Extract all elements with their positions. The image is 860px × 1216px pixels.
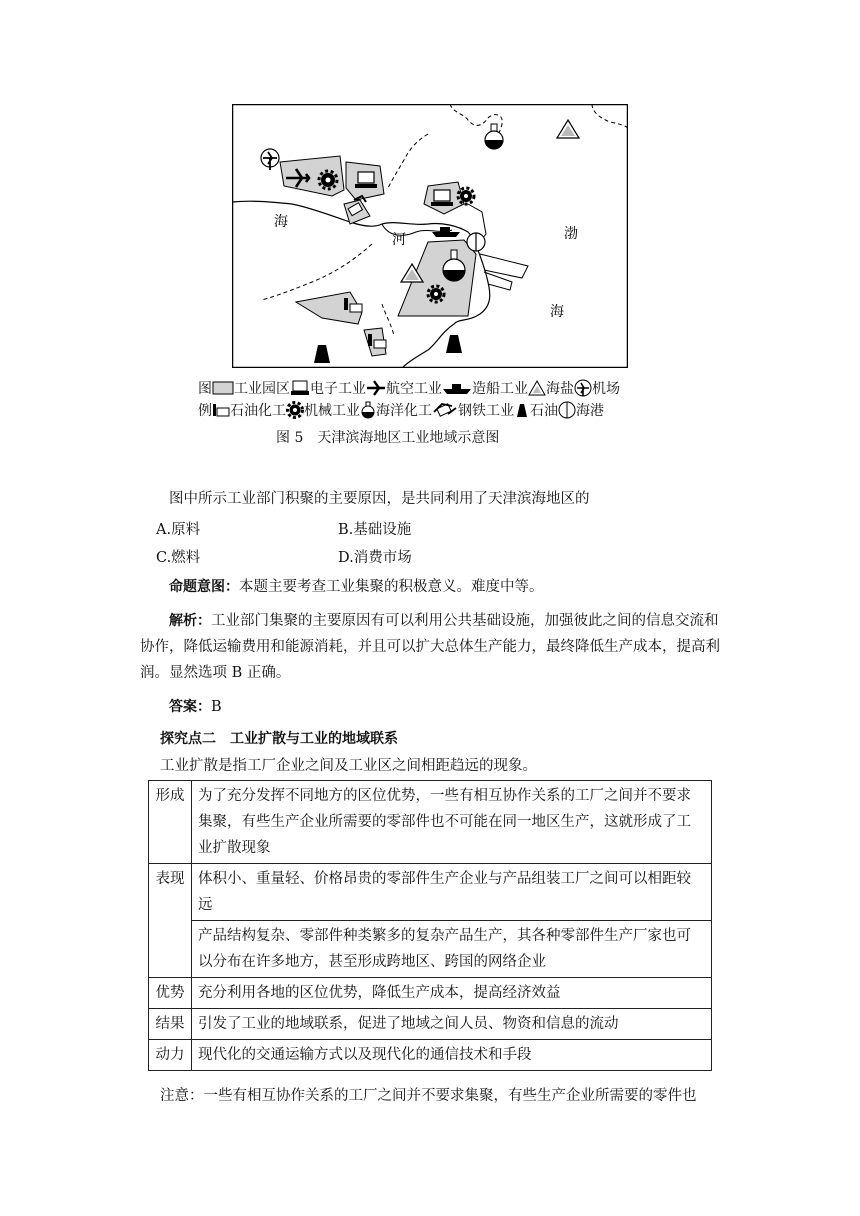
option-d: D.消费市场 [338, 550, 412, 566]
intent-text: 本题主要考查工业集聚的积极意义。难度中等。 [239, 579, 544, 595]
answer-text: B [211, 699, 222, 715]
legend-item: 机场 [592, 381, 620, 397]
label-he: 河 [392, 232, 406, 248]
option-a: A.原料 [156, 522, 201, 538]
table-head-cell: 形成 [149, 781, 192, 864]
legend-row-1 [198, 377, 620, 399]
electronics-icon [290, 380, 310, 396]
legend-li: 例 [198, 403, 212, 419]
steel-icon [432, 402, 458, 418]
table-row [149, 1009, 712, 1040]
legend-item: 造船工业 [472, 381, 528, 397]
shipbuilding-icon [442, 381, 472, 395]
answer-label: 答案： [169, 699, 211, 715]
table-head-cell: 优势 [149, 978, 192, 1009]
section-title: 探究点二 工业扩散与工业的地域联系 [160, 731, 398, 747]
table-head-cell: 动力 [149, 1040, 192, 1071]
legend-item: 机械工业 [304, 403, 360, 419]
table-cell: 充分利用各地的区位优势，降低生产成本，提高经济效益 [192, 978, 712, 1009]
machinery-gear-icon [286, 401, 304, 419]
table-head-cell: 表现 [149, 864, 192, 978]
legend-item: 钢铁工业 [458, 403, 514, 419]
table-row [149, 781, 712, 864]
note-text: 注意：一些有相互协作关系的工厂之间并不要求集聚，有些生产企业所需要的零件也 [160, 1088, 697, 1104]
analysis-text: 工业部门集聚的主要原因有可以利用公共基础设施，加强彼此之间的信息交流和协作，降低运输费用和能源消耗，并且可以扩大总体生产能力，最终降低生产成本，提高利润。显然选项 B 正确。 [140, 613, 720, 681]
table-head-cell: 结果 [149, 1009, 192, 1040]
label-hai-right: 海 [550, 304, 564, 320]
answer-paragraph [140, 694, 732, 720]
oil-icon [514, 402, 530, 418]
label-bo: 渤 [564, 226, 578, 242]
table-cell: 体积小、重量轻、价格昂贵的零部件生产企业与产品组装工厂之间可以相距较远 [192, 864, 712, 921]
table-cell: 引发了工业的地域联系，促进了地域之间人员、物资和信息的流动 [192, 1009, 712, 1040]
intent-paragraph [140, 574, 732, 600]
table-cell: 为了充分发挥不同地方的区位优势，一些有相互协作关系的工厂之间并不要求集聚，有些生产企业所需要的零部件也不可能在同一地区生产，这就形成了工业扩散现象 [192, 781, 712, 864]
legend-item: 海港 [576, 403, 604, 419]
option-b: B.基础设施 [338, 522, 412, 538]
legend-item: 石油化工 [230, 403, 286, 419]
table-cell: 产品结构复杂、零部件种类繁多的复杂产品生产，其各种零部件生产厂家也可以分布在许多地方，甚至形成跨地区、跨国的网络企业 [192, 921, 712, 978]
definition-text: 工业扩散是指工厂企业之间及工业区之间相距趋远的现象。 [160, 758, 537, 774]
industrial-park-icon [212, 381, 234, 395]
legend-tu: 图 [198, 381, 212, 397]
seaport-icon [467, 233, 485, 251]
legend-item: 工业园区 [234, 381, 290, 397]
sea-salt-icon [528, 380, 546, 396]
question-stem [140, 486, 732, 512]
label-hai-left: 海 [274, 214, 288, 230]
legend-row-2 [198, 399, 604, 421]
table-row [149, 921, 712, 978]
petrochemical-icon [212, 403, 230, 417]
seaport-icon [558, 401, 576, 419]
table-cell: 现代化的交通运输方式以及现代化的通信技术和手段 [192, 1040, 712, 1071]
table-row [149, 1040, 712, 1071]
legend-item: 电子工业 [310, 381, 366, 397]
figure-caption: 图 5 天津滨海地区工业地域示意图 [276, 430, 500, 446]
intent-label: 命题意图： [169, 579, 239, 595]
aviation-icon [366, 380, 386, 396]
table-row [149, 864, 712, 921]
electronics-icon [355, 172, 377, 188]
industrial-diffusion-table [148, 780, 712, 1071]
airport-icon [574, 379, 592, 397]
question-text: 图中所示工业部门积聚的主要原因，是共同利用了天津滨海地区的 [169, 491, 590, 507]
option-c: C.燃料 [156, 550, 201, 566]
legend-item: 海盐 [546, 381, 574, 397]
legend-item: 石油 [530, 403, 558, 419]
legend-item: 海洋化工 [376, 403, 432, 419]
electronics-icon [431, 190, 453, 206]
analysis-label: 解析： [169, 613, 211, 629]
industrial-map [232, 104, 628, 368]
analysis-paragraph [140, 608, 732, 686]
marine-chemical-icon [360, 401, 376, 419]
legend-item: 航空工业 [386, 381, 442, 397]
table-row [149, 978, 712, 1009]
